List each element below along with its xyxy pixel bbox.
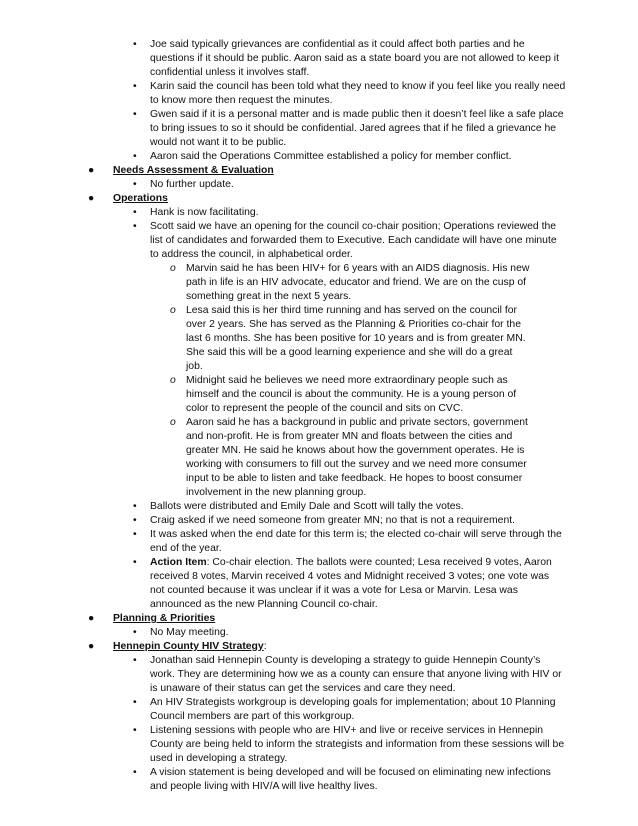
list-item: • Jonathan said Hennepin County is developing a strategy to guide Hennepin County’s work. They are determining how we as a county can ensure that anyone living with HIV or is unaware of their status can get the services and care they need.	[133, 655, 562, 694]
bullet-icon: •	[133, 725, 137, 736]
list-item: • Ballots were distributed and Emily Dale and Scott will tally the votes.	[133, 501, 464, 512]
section-operations	[0, 192, 638, 612]
bullet-icon: •	[133, 39, 137, 50]
bullet-icon: •	[133, 207, 137, 218]
candidate-item: o Marvin said he has been HIV+ for 6 years with an AIDS diagnosis. His new path in life is an HIV advocate, educator and friend. We are on the cusp of something great in the next 5 years.	[170, 263, 530, 302]
bullet-icon: ●	[88, 641, 95, 652]
bullet-icon: •	[133, 627, 137, 638]
list-item: • It was asked when the end date for this term is; the elected co-chair will serve through the end of the year.	[133, 529, 562, 554]
bullet-icon: •	[133, 697, 137, 708]
bullet-icon: •	[133, 501, 137, 512]
section-title: Planning & Priorities	[113, 613, 216, 624]
bullet-icon: ●	[88, 613, 95, 624]
grievance-discussion-list	[113, 38, 602, 164]
bullet-icon: •	[133, 515, 137, 526]
list-item: • Gwen said if it is a personal matter and is made public then it doesn’t feel like a safe place to bring issues to so it should be confidential. Jared agrees that if he filed a grievance he would not want it to be public.	[133, 109, 564, 148]
section-hennepin-strategy: ● Hennepin County HIV Strategy: • Jonathan said Hennepin County is developing a strategy to guide Hennepin County’s work. They are determining how we as a county can ensure that anyone living with HIV or is unaware of their status can get the services and care they need. • An HIV Strategists workgroup is developing goals for implementation; about 10 Planning Council members are part of this workgroup. • Listening sessions with people who are HIV+ and live or receive services in Hennepin County are being held to inform the strategists and information from these sessions will be used in developing a strategy. • A vision statement is being developed and will be focused on eliminating new infections and people living with HIV/A will live healthy lives.	[0, 640, 638, 794]
bullet-icon: •	[133, 767, 137, 778]
list-item: • Listening sessions with people who are HIV+ and live or receive services in Hennepin County are being held to inform the strategists and information from these sessions will be used in developing a strategy.	[133, 725, 565, 764]
bullet-icon: •	[133, 151, 137, 162]
candidate-statements	[150, 262, 566, 500]
meeting-minutes	[0, 38, 638, 794]
bullet-icon: •	[133, 529, 137, 540]
list-item: • An HIV Strategists workgroup is developing goals for implementation; about 10 Planning Council members are part of this workgroup.	[133, 697, 556, 722]
candidate-item: o Lesa said this is her third time running and has served on the council for over 2 years. She has served as the Planning & Priorities co-chair for the last 6 months. She has been positive for 10 years and is from greater MN. She said this will be a good learning experience and she will do a great job.	[170, 305, 526, 372]
list-item: • A vision statement is being developed and will be focused on eliminating new infections and people living with HIV/A will live healthy lives.	[133, 767, 551, 792]
bullet-icon: •	[133, 109, 137, 120]
list-item: • Aaron said the Operations Committee established a policy for member conflict.	[133, 151, 512, 162]
list-item: • Craig asked if we need someone from greater MN; no that is not a requirement.	[133, 515, 516, 526]
bullet-icon: ●	[88, 193, 95, 204]
section-planning-priorities	[0, 612, 638, 640]
action-item-label: Action Item	[150, 557, 207, 568]
bullet-icon: •	[133, 655, 137, 666]
list-item: • Scott said we have an opening for the council co-chair position; Operations reviewed the list of candidates and forwarded them to Executive. Each candidate will have one minute to address the council, in alphabetical order. o Marvin said he has been HIV+ for 6 years with an AIDS diagnosis. His new path in life is an HIV advocate, educator and friend. We are on the cusp of something great in the next 5 years. o Lesa said this is her third time running and has served on the council for over 2 years. She has served as the Planning & Priorities co-chair for the last 6 months. She has been positive for 10 years and is from greater MN. She said this will be a good learning experience and she will do a great job. o Midnight said he believes we need more extraordinary people such as himself and the council is about the community. He is a young person of color to represent the people of the council and sits on CVC. o Aaron said he has a background in public and private sectors, government and non-profit. He is from greater MN and floats between the cities and greater MN. He said he knows about how the government operates. He is working with consumers to fill out the survey and we need more consumer input to be able to listen and take feedback. He hopes to boost consumer involvement in the new planning group.	[0, 220, 602, 500]
bullet-icon: o	[170, 417, 176, 428]
candidate-item: o Midnight said he believes we need more extraordinary people such as himself and the council is about the community. He is a young person of color to represent the people of the council and sits on CVC.	[170, 375, 517, 414]
bullet-icon: •	[133, 179, 137, 190]
list-item: • Joe said typically grievances are confidential as it could affect both parties and he questions if it should be public. Aaron said as a state board you are not allowed to keep it confidential unless it involves staff.	[133, 39, 559, 78]
minutes-outline	[0, 38, 638, 794]
action-item: • Action Item: Co-chair election. The ballots were counted; Lesa received 9 votes, Aaron received 8 votes, Marvin received 4 votes and Midnight received 3 votes; one vote was not counted because it was unclear if it was a vote for Lesa or Marvin. Lesa was announced as the new Planning Council co-chair.	[133, 557, 552, 610]
bullet-icon: o	[170, 375, 176, 386]
list-item: • No further update.	[133, 179, 234, 190]
section-title: Operations	[113, 193, 168, 204]
bullet-icon: •	[133, 557, 137, 568]
bullet-icon: o	[170, 305, 176, 316]
bullet-icon: •	[133, 81, 137, 92]
list-item: • Karin said the council has been told what they need to know if you feel like you really need to know more then request the minutes.	[133, 81, 566, 106]
bullet-icon: •	[133, 221, 137, 232]
section-title: Hennepin County HIV Strategy	[113, 641, 264, 652]
list-item: • Hank is now facilitating.	[133, 207, 259, 218]
section-title: Needs Assessment & Evaluation	[113, 165, 274, 176]
section-needs-assessment	[0, 164, 638, 192]
bullet-icon: o	[170, 263, 176, 274]
list-item: • No May meeting.	[133, 627, 229, 638]
continued-section	[0, 38, 638, 164]
bullet-icon: ●	[88, 165, 95, 176]
candidate-item: o Aaron said he has a background in public and private sectors, government and non-profit. He is from greater MN and floats between the cities and greater MN. He said he knows about how the government operates. He is working with consumers to fill out the survey and we need more consumer input to be able to listen and take feedback. He hopes to boost consumer involvement in the new planning group.	[170, 417, 528, 498]
